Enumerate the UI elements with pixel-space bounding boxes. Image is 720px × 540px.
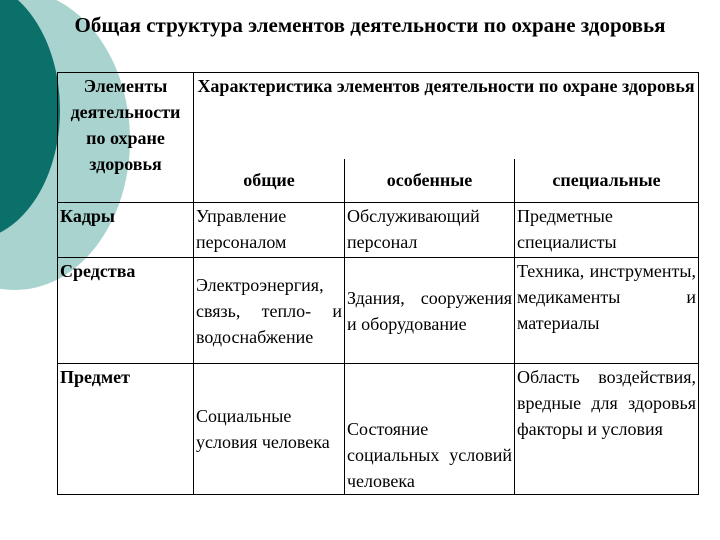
- table-row: [58, 203, 699, 258]
- cell-subject-special: Область воздействия, вредные для здоровья факторы и условия: [515, 364, 699, 495]
- column-header-particular: особенные: [345, 159, 515, 203]
- cell-subject-general: Социальные условия человека: [194, 364, 345, 495]
- column-header-general: общие: [194, 159, 345, 203]
- header-elements: Элементы деятельности по охране здоровья: [58, 73, 194, 203]
- slide-title: Общая структура элементов деятельности по охране здоровья: [74, 13, 666, 37]
- cell-means-particular: Здания, сооружения и оборудование: [345, 258, 515, 364]
- table-row: [58, 364, 699, 495]
- cell-means-special: Техника, инструменты, медикаменты и материалы: [515, 258, 699, 364]
- table-row: [58, 258, 699, 364]
- cell-subject-particular: Состояние социальных условий человека: [345, 364, 515, 495]
- structure-table: [57, 72, 699, 495]
- cell-staff-general: Управление персоналом: [194, 203, 345, 258]
- row-label-means: Средства: [58, 258, 194, 364]
- cell-staff-special: Предметные специалисты: [515, 203, 699, 258]
- cell-means-general: Электроэнергия, связь, тепло- и водоснабжение: [194, 258, 345, 364]
- row-label-staff: Кадры: [58, 203, 194, 258]
- column-header-special: специальные: [515, 159, 699, 203]
- row-label-subject: Предмет: [58, 364, 194, 495]
- cell-staff-particular: Обслуживающий персонал: [345, 203, 515, 258]
- header-characteristics: Характеристика элементов деятельности по охране здоровья: [194, 73, 699, 159]
